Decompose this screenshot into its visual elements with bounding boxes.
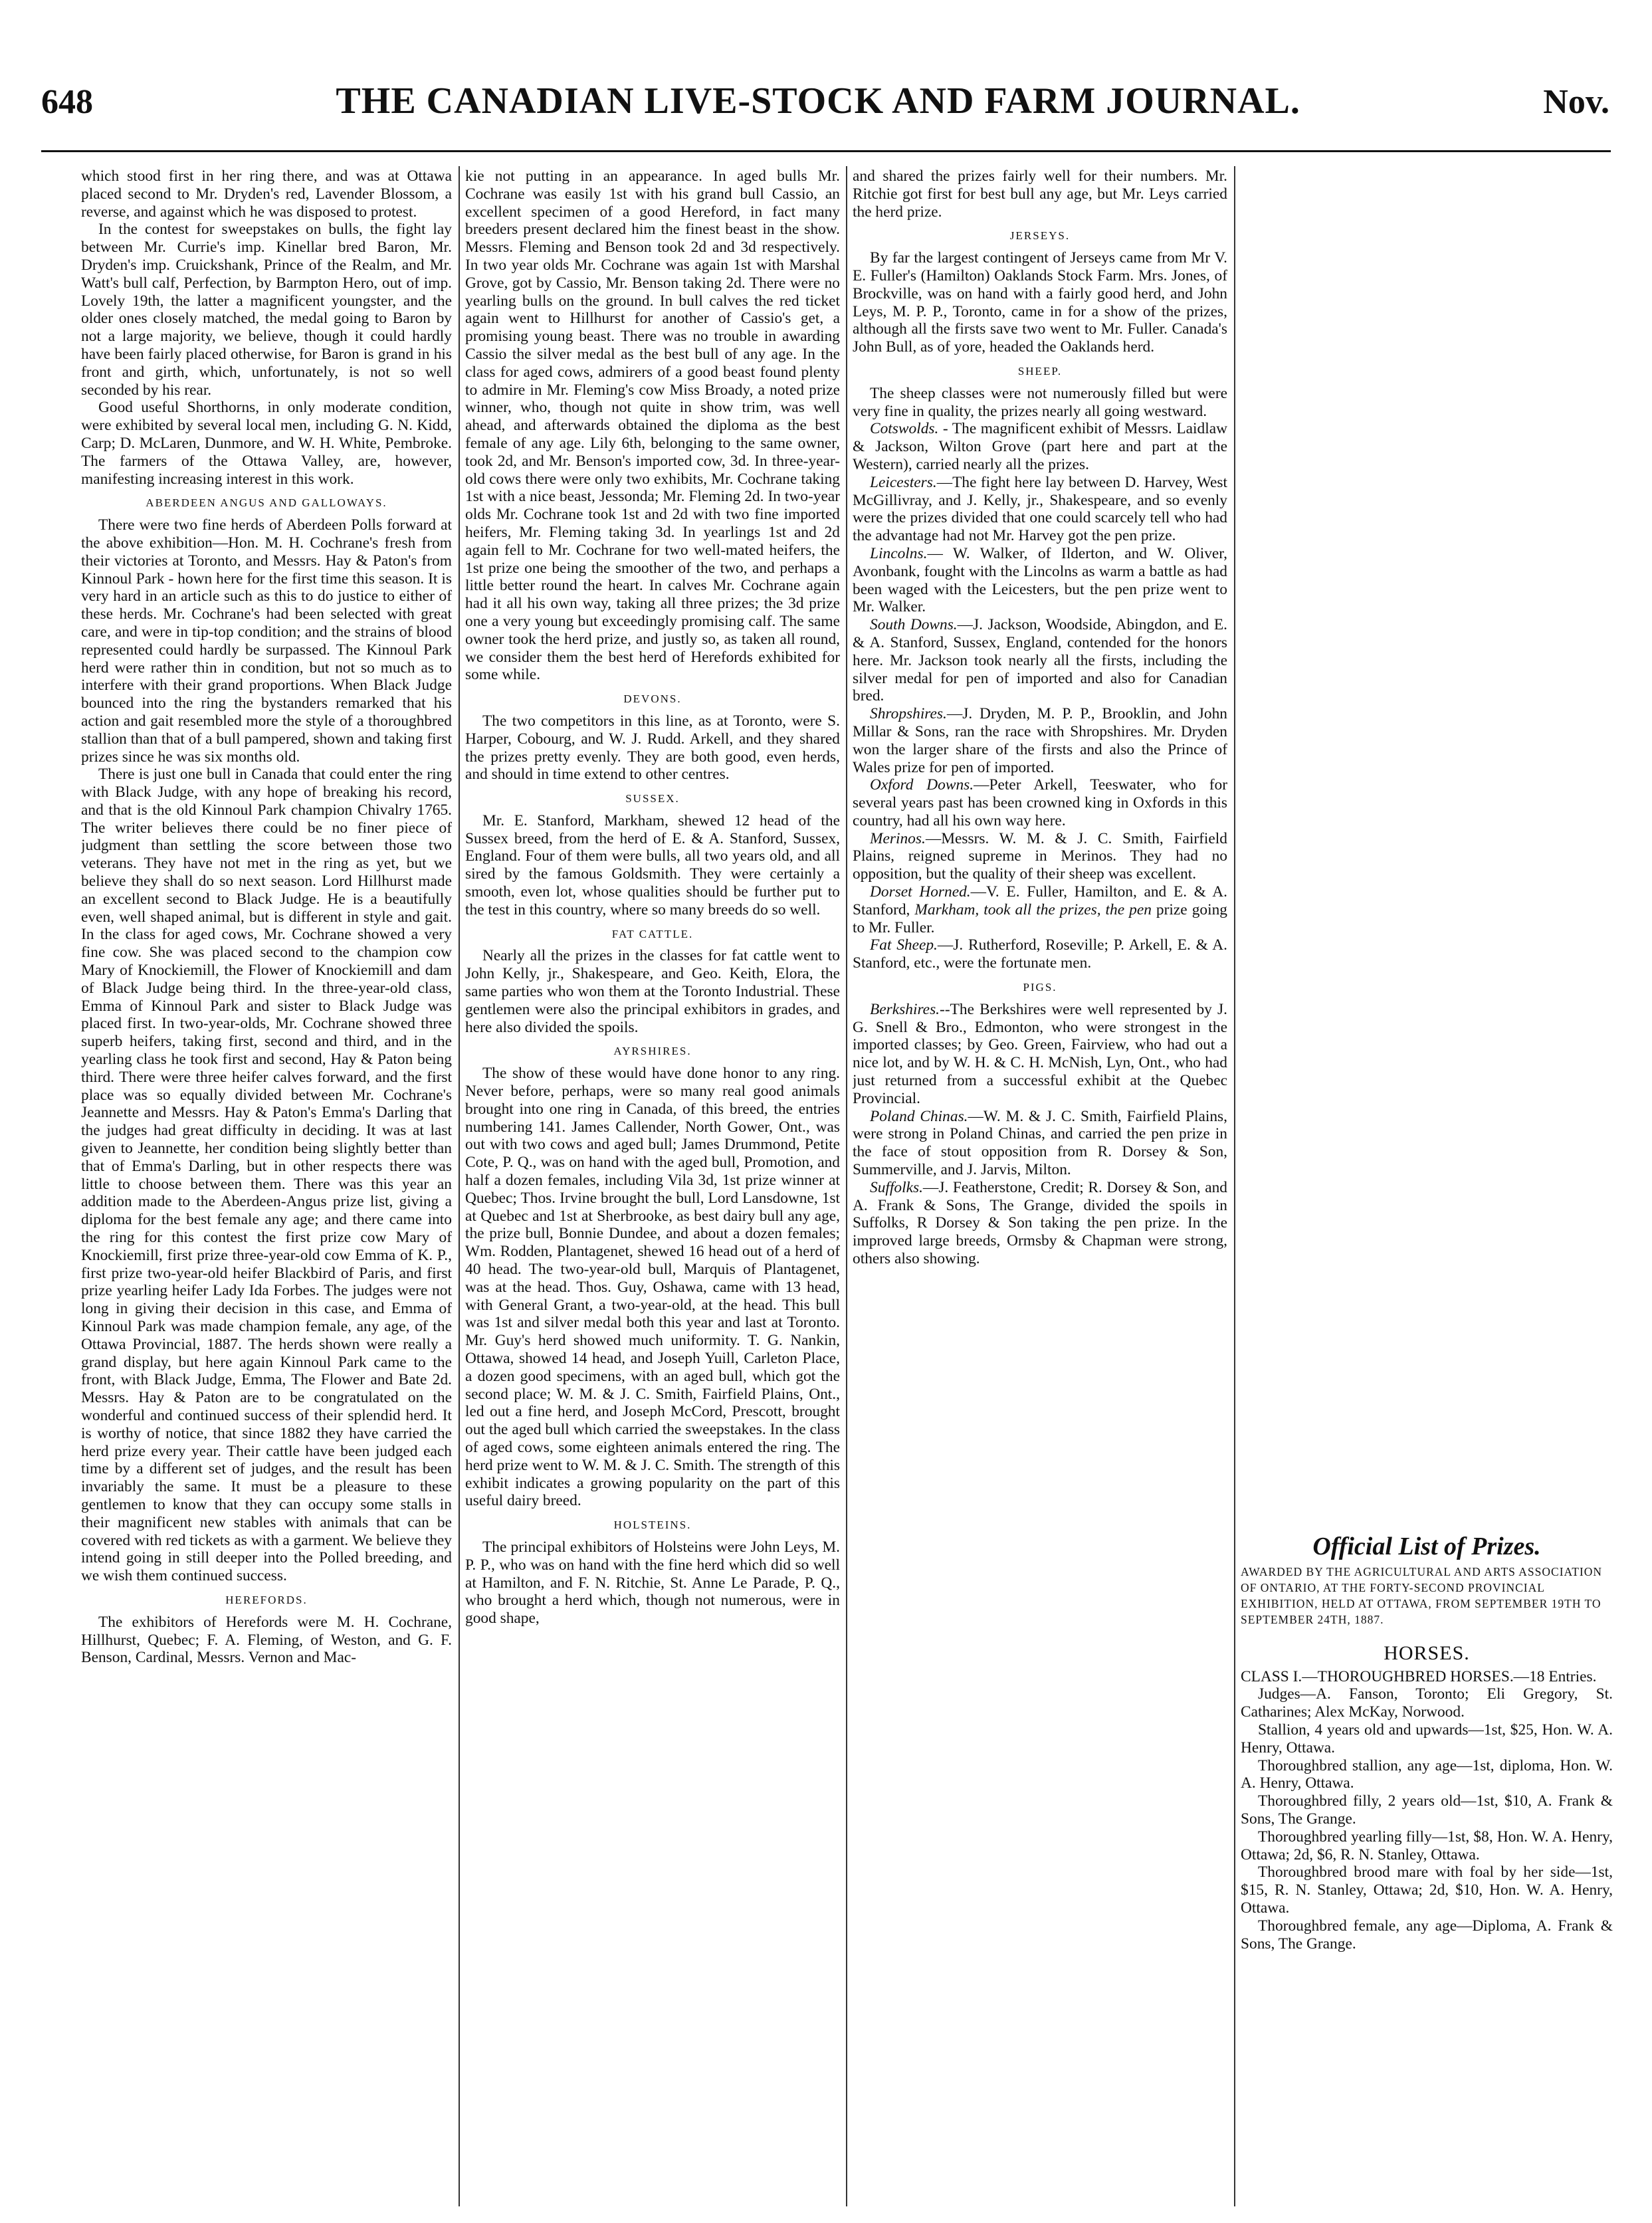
prize-line: Judges—A. Fanson, Toronto; Eli Gregory, St. Catharines; Alex McKay, Norwood. <box>1241 1685 1613 1721</box>
prize-line: Thoroughbred filly, 2 years old—1st, $10, A. Frank & Sons, The Grange. <box>1241 1792 1613 1828</box>
section-heading: JERSEYS. <box>1009 229 1071 243</box>
paragraph: kie not putting in an appearance. In aged bulls Mr. Cochrane was easily 1st with his grand bull Cassio, an excellent specimen of a good Hereford, in fact many breeders present declared him the finest beast in the show. Messrs. Fleming and Benson took 2d and 3d respectively. In two year olds Mr. Cochrane was again 1st with Marshal Grove, got by Cassio, Mr. Benson taking 2d. There were no yearling bulls on the ground. In bull calves the red ticket again went to Hillhurst for another of Cassio's get, a promising young beast. There was no trouble in awarding Cassio the silver medal as the best bull of any age. In the class for aged cows, admirers of a good beast found plenty to admire in Mr. Fleming's cow Miss Broady, a noted prize winner, who, though not quite in show trim, was well ahead, and afterwards obtained the diploma as the best female of any age. Lily 6th, belonging to the same owner, took 2d, and Mr. Benson's imported cow, 3d. In three-year-old cows there were only two exhibits, Mr. Cochrane taking 1st with a nice beast, Jessonda; Mr. Fleming 2d. In two-year olds Mr. Cochrane took 1st and 2d with two fine imported heifers, Mr. Fleming taking 3d. In yearlings 1st and 2d again fell to Mr. Cochrane for two well-mated heifers, the 1st prize one being the smoother of the two, and perhaps a little better round the heart. In calves Mr. Cochrane again had it all his own way, taking all three prizes; the 3d prize one a very young but exceedingly promising calf. The same owner took the herd prize, and justly so, as taken all round, we consider them the best herd of Herefords exhibited for some while. <box>465 167 840 684</box>
column-4-spacer <box>1241 167 1613 1518</box>
breed-paragraph <box>853 936 1227 972</box>
breed-text: prize going to Mr. Fuller. <box>853 900 1227 936</box>
paragraph: The principal exhibitors of Holsteins were John Leys, M. P. P., who was on hand with the fine herd which did so well at Hamilton, and F. N. Ritchie, St. Anne Le Parade, P. Q., who brought a herd which, though not numerous, were in good shape, <box>465 1538 840 1628</box>
prize-line: Thoroughbred yearling filly—1st, $8, Hon. W. A. Henry, Ottawa; 2d, $6, R. N. Stanley, Ottawa. <box>1241 1828 1613 1863</box>
breed-text: —J. Rutherford, Roseville; P. Arkell, E. & A. Stanford, etc., were the fortunate men. <box>853 936 1227 972</box>
prize-line: Stallion, 4 years old and upwards—1st, $25, Hon. W. A. Henry, Ottawa. <box>1241 1721 1613 1756</box>
issue-month: Nov. <box>1543 83 1609 121</box>
section-heading: SUSSEX. <box>625 792 680 805</box>
breed-label: Suffolks. <box>870 1178 923 1196</box>
prize-line: Thoroughbred stallion, any age—1st, diploma, Hon. W. A. Henry, Ottawa. <box>1241 1756 1613 1792</box>
breed-label: Shropshires. <box>870 705 947 723</box>
paragraph: The show of these would have done honor to any ring. Never before, perhaps, were so many real good animals brought into one ring in Canada, of this breed, the entries numbering 141. James Callender, North Gower, Ont., was out with two cows and aged bull; James Drummond, Petite Cote, P. Q., was on hand with the aged bull, Promotion, and half a dozen females, including Vila 3d, 1st prize winner at Quebec; Thos. Irvine brought the bull, Lord Lansdowne, 1st at Quebec and 1st at Sherbrooke, as best dairy bull any age, the prize bull, Bonnie Dundee, and about a dozen females; Wm. Rodden, Plantagenet, shewed 16 head out of a herd of 40 head. The two-year-old bull, Marquis of Plantagenet, was at the head. Thos. Guy, Oshawa, came with 13 head, with General Grant, a two-year-old, at the head. This bull was 1st and silver medal both this year and last at Toronto. Mr. Guy's herd showed much uniformity. T. G. Nankin, Ottawa, showed 14 head, and Joseph Yuill, Carleton Place, a dozen good specimens, with an aged bull, which got the second place; W. M. & J. C. Smith, Fairfield Plains, Ont., led out a fine herd, and Joseph McCord, Prescott, brought out the aged bull which carried the sweepstakes. In the class of aged cows, some eighteen animals entered the ring. The herd prize went to W. M. & J. C. Smith. The strength of this exhibit indicates a growing popularity on the part of this useful dairy breed. <box>465 1065 840 1510</box>
breed-label: Berkshires. <box>870 1000 940 1018</box>
breed-text: —W. M. & J. C. Smith, Fairfield Plains, were strong in Poland Chinas, and carried the pen prize in the face of stout opposition from R. Dorsey & Son, Summerville, and J. Jarvis, Milton. <box>853 1107 1227 1179</box>
breed-text: —V. E. Fuller, Hamilton, and E. & A. Stanford, <box>853 883 1227 918</box>
awarded-statement: AWARDED BY THE AGRICULTURAL AND ARTS ASSOCIATION OF ONTARIO, AT THE FORTY-SECOND PROVINCIAL EXHIBITION, HELD AT OTTAWA, FROM SEPTEMBER 19TH TO SEPTEMBER 24TH, 1887. <box>1241 1564 1603 1626</box>
column-divider <box>459 166 460 2206</box>
breed-text: —Peter Arkell, Teeswater, who for several years past has been crowned king in Oxfords in this country, had all his own way here. <box>853 776 1227 829</box>
breed-paragraph <box>853 545 1227 616</box>
breed-text: —J. Dryden, M. P. P., Brooklin, and John Millar & Sons, ran the race with Shropshires. Mr. Dryden won the larger share of the firsts and also the Prince of Wales prize for pen of imported. <box>853 705 1227 776</box>
paragraph: The two competitors in this line, as at Toronto, were S. Harper, Cobourg, and W. J. Rudd. Arkell, and they shared the prizes pretty evenly. They are both good, even herds, and should in time extend to other centres. <box>465 712 840 784</box>
column-2 <box>465 167 840 2201</box>
header-rule <box>41 150 1611 152</box>
breed-label: Leicesters. <box>870 473 937 491</box>
breed-label: Cotswolds. <box>870 420 939 438</box>
breed-text: — W. Walker, of Ilderton, and W. Oliver, Avonbank, fought with the Lincolns as warm a battle as had been waged with the Leicesters, but the pen prize went to Mr. Walker. <box>853 544 1227 616</box>
section-heading: AYRSHIRES. <box>613 1045 692 1058</box>
paragraph: Mr. E. Stanford, Markham, shewed 12 head of the Sussex breed, from the herd of E. & A. Stanford, Sussex, England. Four of them were bulls, all two years old, and all sired by the famous Goldsmith. They were certainly a smooth, even lot, whose qualities should be further put to the test in this country, where so many breeds do so well. <box>465 811 840 918</box>
section-heading: SHEEP. <box>1017 364 1063 377</box>
breed-paragraph <box>853 1001 1227 1108</box>
section-heading: FAT CATTLE. <box>611 927 694 940</box>
breed-text: —J. Featherstone, Credit; R. Dorsey & Son, and A. Frank & Sons, The Grange, divided the spoils in Suffolks, R Dorsey & Son taking the pen prize. In the improved large breeds, Ormsby & Chapman were strong, others also showing. <box>853 1178 1227 1268</box>
column-4 <box>1241 167 1613 2201</box>
section-heading: DEVONS. <box>623 692 682 706</box>
paragraph: which stood first in her ring there, and was at Ottawa placed second to Mr. Dryden's red, Lavender Blossom, a reverse, and against which he was disposed to protest. <box>81 167 452 221</box>
breed-paragraph <box>853 616 1227 705</box>
breed-paragraph <box>853 1179 1227 1268</box>
breed-paragraph <box>853 776 1227 829</box>
official-list-title: Official List of Prizes. <box>1312 1533 1541 1560</box>
breed-text-italic: Markham, took all the prizes, the pen <box>910 900 1152 918</box>
breed-paragraph <box>853 883 1227 936</box>
breed-paragraph <box>853 1108 1227 1179</box>
breed-paragraph <box>853 830 1227 883</box>
breed-label: Poland Chinas. <box>870 1107 968 1125</box>
breed-text: —The fight here lay between D. Harvey, West McGillivray, and J. Kelly, jr., Shakespeare, and so evenly were the prizes divided that one could scarcely tell who had the advantage had not Mr. Harvey got the pen prize. <box>853 473 1227 545</box>
breed-paragraph <box>853 705 1227 776</box>
horses-heading: HORSES. <box>1384 1641 1470 1664</box>
breed-label: Oxford Downs. <box>870 776 974 794</box>
column-3 <box>853 167 1227 2201</box>
breed-text: --The Berkshires were well represented by J. G. Snell & Bro., Edmonton, who were strongest in the imported classes; by Geo. Green, Fairview, who had out a nice lot, and by W. H. & C. H. McNish, Lyn, Ont., who had just returned from a successful exhibit at the Quebec Provincial. <box>853 1000 1227 1107</box>
breed-label: Merinos. <box>870 829 926 847</box>
section-heading: HEREFORDS. <box>225 1593 308 1606</box>
column-divider <box>846 166 847 2206</box>
paragraph: The sheep classes were not numerously filled but were very fine in quality, the prizes nearly all going westward. <box>853 384 1227 420</box>
breed-text: - The magnificent exhibit of Messrs. Laidlaw & Jackson, Wilton Grove (part here and part at the Western), carried nearly all the prizes. <box>853 420 1227 473</box>
paragraph: The exhibitors of Herefords were M. H. Cochrane, Hillhurst, Quebec; F. A. Fleming, of Weston, and G. F. Benson, Cardinal, Messrs. Vernon and Mac- <box>81 1613 452 1667</box>
paragraph: Nearly all the prizes in the classes for fat cattle went to John Kelly, jr., Shakespeare, and Geo. Keith, Elora, the same parties who won them at the Toronto Industrial. These gentlemen were also the principal exhibitors in grades, and here also divided the spoils. <box>465 947 840 1036</box>
paragraph: Good useful Shorthorns, in only moderate condition, were exhibited by several local men, including G. N. Kidd, Carp; D. McLaren, Dunmore, and W. H. White, Pembroke. The farmers of the Ottawa Valley, are, however, manifesting increasing interest in this work. <box>81 399 452 488</box>
journal-title: THE CANADIAN LIVE-STOCK AND FARM JOURNAL. <box>336 80 1300 122</box>
column-divider <box>1234 166 1235 2206</box>
breed-text: —Messrs. W. M. & J. C. Smith, Fairfield Plains, reigned supreme in Merinos. They had no opposition, but the quality of their sheep was excellent. <box>853 829 1227 883</box>
breed-paragraph <box>853 474 1227 545</box>
section-heading: ABERDEEN ANGUS AND GALLOWAYS. <box>146 496 387 510</box>
prize-line: Thoroughbred brood mare with foal by her side—1st, $15, R. N. Stanley, Ottawa; 2d, $10, Hon. W. A. Henry, Ottawa. <box>1241 1863 1613 1917</box>
paragraph: and shared the prizes fairly well for their numbers. Mr. Ritchie got first for best bull any age, but Mr. Leys carried the herd prize. <box>853 167 1227 221</box>
breed-label: South Downs. <box>870 616 958 634</box>
paragraph: There were two fine herds of Aberdeen Polls forward at the above exhibition—Hon. M. H. Cochrane's fresh from their victories at Toronto, and Messrs. Hay & Paton's from Kinnoul Park - hown here for the first time this season. It is very hard in an article such as this to do justice to either of these herds. Mr. Cochrane's had been selected with great care, and were in tip-top condition; and the strains of blood represented could hardly be surpassed. The Kinnoul Park herd were rather thin in condition, but not so much as to interfere with their grand proportions. When Black Judge bounced into the ring the bystanders remarked that his action and gait resembled more the style of a thoroughbred stallion than that of a bull pampered, shown and taking first prizes since he was six months old. <box>81 516 452 766</box>
section-heading: HOLSTEINS. <box>613 1519 692 1532</box>
section-heading: PIGS. <box>1023 981 1057 994</box>
class-line: CLASS I.—THOROUGHBRED HORSES.—18 Entries. <box>1241 1667 1597 1685</box>
page-number: 648 <box>41 83 93 121</box>
breed-label: Dorset Horned. <box>870 883 971 901</box>
column-1 <box>81 167 452 2201</box>
paragraph: There is just one bull in Canada that could enter the ring with Black Judge, with any hope of breaking his record, and that is the old Kinnoul Park champion Chivalry 1765. The writer believes there could be no finer piece of judgment than settling the score between those two veterans. They have not met in the ring as yet, but we believe they shall do so next season. Lord Hillhurst made an excellent second to Black Judge. He is a beautifully even, well shaped animal, but is different in style and gait. In the class for aged cows, Mr. Cochrane showed a very fine cow. She was placed second to the champion cow Mary of Knockiemill, the Flower of Knockiemill and dam of Black Judge being third. In the three-year-old class, Emma of Kinnoul Park and sister to Black Judge was placed first. In two-year-olds, Mr. Cochrane showed three superb heifers, taking first, second and third, and in the yearling class he took first and second, Hay & Paton being third. There were three heifer calves forward, and the first place was so equally divided between Mr. Cochrane's Jeannette and Messrs. Hay & Paton's Emma's Darling that the judges had great difficulty in deciding. It was at last given to Jeannette, her condition being slightly better than that of Emma's Darling, but in other respects there was little to choose between them. There was this year an addition made to the Aberdeen-Angus prize list, giving a diploma for the best female any age; and there came into the ring for this contest the first prize cow Mary of Knockiemill, first prize three-year-old cow Emma of K. P., first prize two-year-old heifer Blackbird of Paris, and first prize yearling heifer Lady Ida Forbes. The judges were not long in giving their decision in this case, and Emma of Kinnoul Park was made champion female, any age, of the Ottawa Provincial, 1887. The herds shown were really a grand display, but here again Kinnoul Park came to the front, with Black Judge, Emma, The Flower and Bate 2d. Messrs. Hay & Paton are to be congratulated on the wonderful and continued success of their splendid herd. It is worthy of notice, that since 1882 they have carried the herd prize every year. Their cattle have been judged each time by a different set of judges, and the result has been invariably the same. It must be a pleasure to these gentlemen to know that they can occupy some stalls in their magnificent new stables with animals that can be covered with red tickets as with a garment. We believe they intend going in still deeper into the Polled breeding, and we wish them continued success. <box>81 766 452 1585</box>
paragraph: By far the largest contingent of Jerseys came from Mr V. E. Fuller's (Hamilton) Oaklands Stock Farm. Mrs. Jones, of Brockville, was on hand with a fairly good herd, and John Leys, M. P. P., Toronto, came in for a show of the prizes, although all the firsts save two went to Mr. Fuller. Canada's John Bull, as of yore, headed the Oaklands herd. <box>853 249 1227 356</box>
breed-text: —J. Jackson, Woodside, Abingdon, and E. & A. Stanford, Sussex, England, contended for the honors here. Mr. Jackson took nearly all the firsts, including the silver medal for pen of imported and also for Canadian bred. <box>853 616 1227 705</box>
page-header <box>41 80 1609 133</box>
paragraph: In the contest for sweepstakes on bulls, the fight lay between Mr. Currie's imp. Kinellar bred Baron, Mr. Dryden's imp. Cruickshank, Prince of the Realm, and Mr. Watt's bull calf, Perfection, by Barmpton Hero, out of imp. Lovely 19th, the latter a magnificent youngster, and the older ones closely matched, the medal going to Baron by not a large majority, we believe, though it could hardly have been fairly placed otherwise, for Baron is grand in his front and girth, which, unfortunately, is not so well seconded by his rear. <box>81 221 452 399</box>
breed-label: Fat Sheep. <box>870 936 938 954</box>
breed-label: Lincolns. <box>870 544 928 562</box>
prize-line: Thoroughbred female, any age—Diploma, A. Frank & Sons, The Grange. <box>1241 1917 1613 1953</box>
breed-paragraph <box>853 420 1227 473</box>
